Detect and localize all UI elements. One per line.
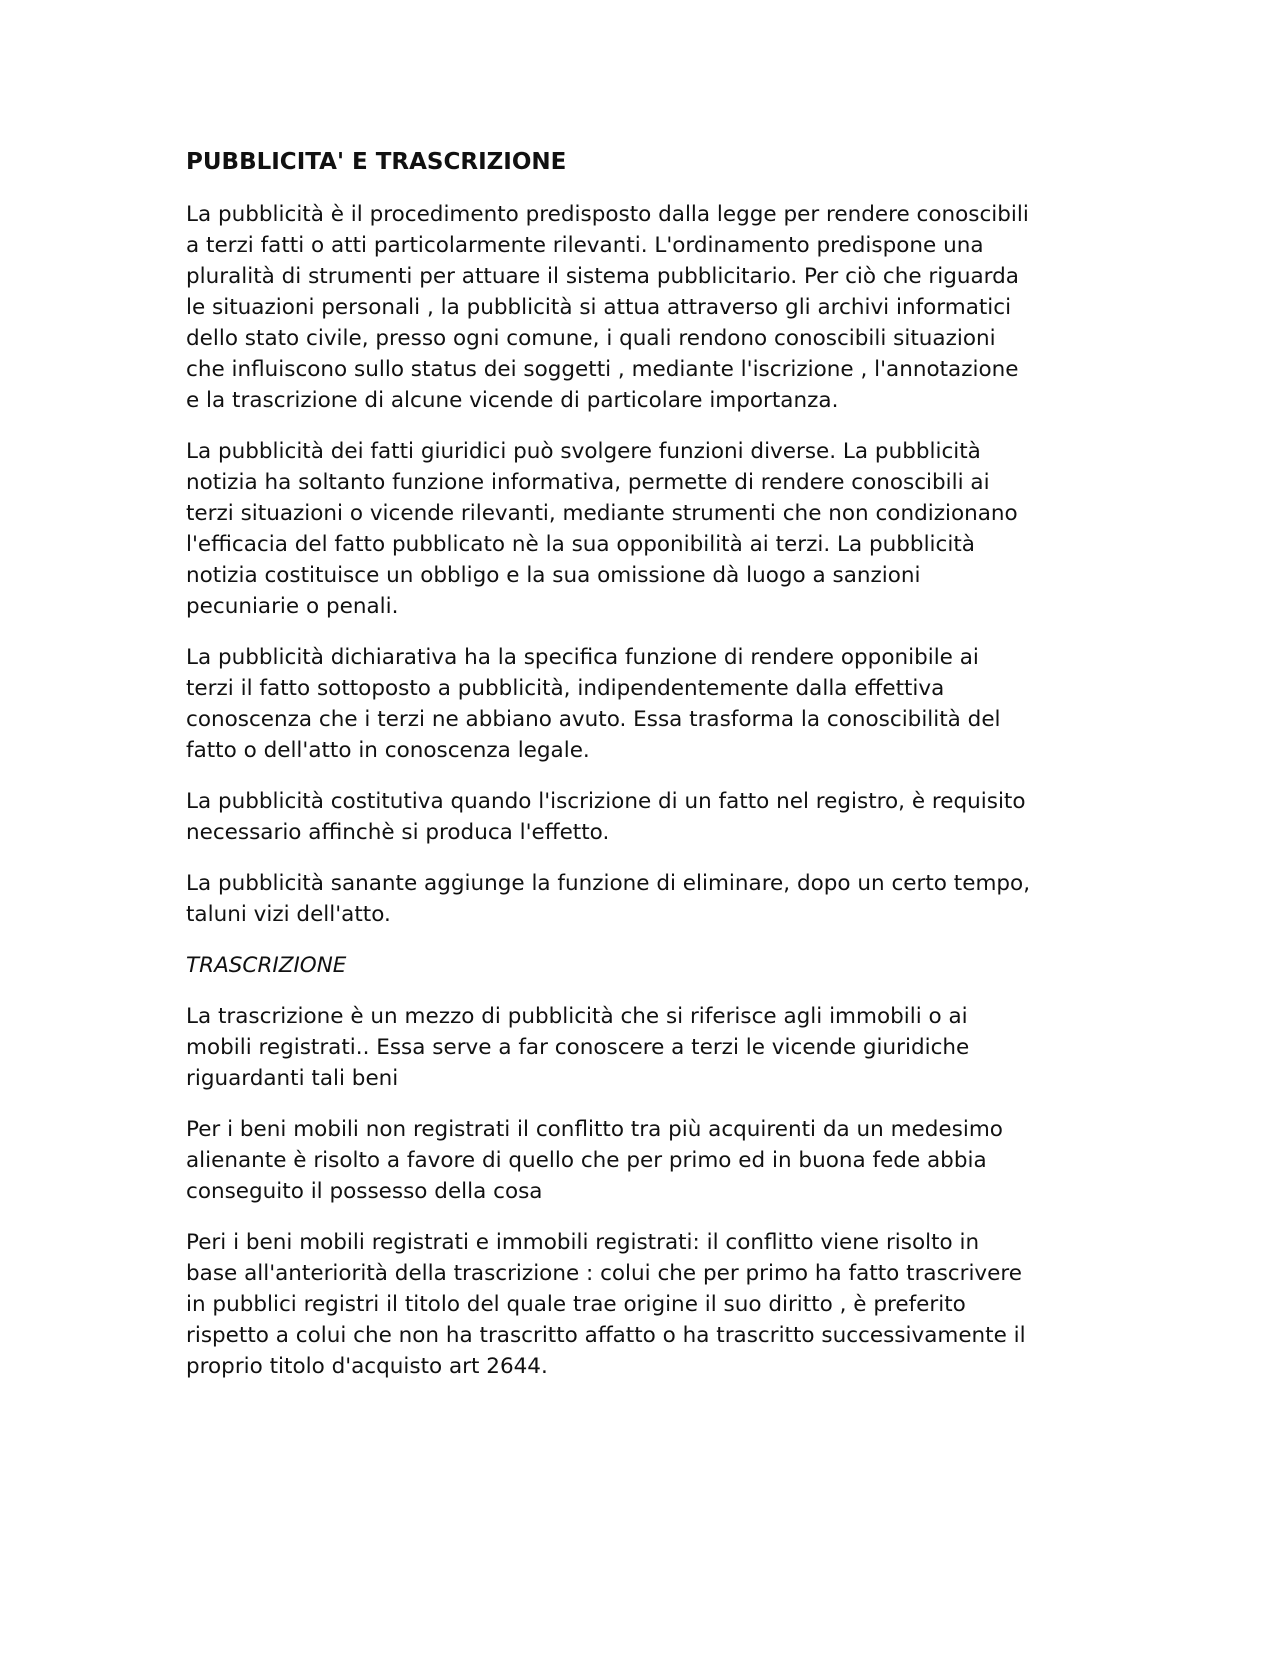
text-line: che influiscono sullo status dei soggetti , mediante l'iscrizione , l'annotazione bbox=[186, 357, 1019, 382]
text-line: Per i beni mobili non registrati il conflitto tra più acquirenti da un medesimo bbox=[186, 1117, 1003, 1142]
paragraph-pubblicita-intro bbox=[186, 199, 1106, 416]
text-line: rispetto a colui che non ha trascritto affatto o ha trascritto successivamente il bbox=[186, 1323, 1026, 1348]
text-line: notizia ha soltanto funzione informativa, permette di rendere conoscibili ai bbox=[186, 470, 990, 495]
paragraph-pubblicita-costitutiva bbox=[186, 786, 1106, 848]
text-line: La pubblicità dei fatti giuridici può svolgere funzioni diverse. La pubblicità bbox=[186, 439, 981, 464]
text-line: necessario affinchè si produca l'effetto. bbox=[186, 820, 610, 845]
text-line: La trascrizione è un mezzo di pubblicità che si riferisce agli immobili o ai bbox=[186, 1004, 968, 1029]
text-line: riguardanti tali beni bbox=[186, 1066, 399, 1091]
section-subtitle: TRASCRIZIONE bbox=[186, 953, 347, 978]
text-line: base all'anteriorità della trascrizione : colui che per primo ha fatto trascrivere bbox=[186, 1261, 1022, 1286]
text-line: pluralità di strumenti per attuare il sistema pubblicitario. Per ciò che riguarda bbox=[186, 264, 1019, 289]
text-line: fatto o dell'atto in conoscenza legale. bbox=[186, 738, 590, 763]
text-line: in pubblici registri il titolo del quale trae origine il suo diritto , è preferito bbox=[186, 1292, 966, 1317]
text-line: notizia costituisce un obbligo e la sua omissione dà luogo a sanzioni bbox=[186, 563, 921, 588]
text-line: mobili registrati.. Essa serve a far conoscere a terzi le vicende giuridiche bbox=[186, 1035, 970, 1060]
text-line: La pubblicità sanante aggiunge la funzione di eliminare, dopo un certo tempo, bbox=[186, 871, 1031, 896]
text-line: terzi il fatto sottoposto a pubblicità, indipendentemente dalla effettiva bbox=[186, 676, 945, 701]
text-line: La pubblicità dichiarativa ha la specifica funzione di rendere opponibile ai bbox=[186, 645, 979, 670]
text-line: La pubblicità è il procedimento predisposto dalla legge per rendere conoscibili bbox=[186, 202, 1029, 227]
text-line: taluni vizi dell'atto. bbox=[186, 902, 391, 927]
paragraph-pubblicita-dichiarativa bbox=[186, 642, 1106, 766]
text-line: La pubblicità costitutiva quando l'iscrizione di un fatto nel registro, è requisito bbox=[186, 789, 1026, 814]
text-line: conseguito il possesso della cosa bbox=[186, 1179, 543, 1204]
text-line: alienante è risolto a favore di quello che per primo ed in buona fede abbia bbox=[186, 1148, 987, 1173]
document-title: PUBBLICITA' E TRASCRIZIONE bbox=[186, 149, 567, 175]
text-line: e la trascrizione di alcune vicende di particolare importanza. bbox=[186, 388, 839, 413]
paragraph-beni-mobili-non-registrati bbox=[186, 1114, 1106, 1207]
paragraph-pubblicita-sanante bbox=[186, 868, 1106, 930]
paragraph-beni-registrati bbox=[186, 1227, 1106, 1382]
paragraph-pubblicita-notizia bbox=[186, 436, 1106, 622]
document-page bbox=[186, 145, 1106, 1402]
paragraph-trascrizione-intro bbox=[186, 1001, 1106, 1094]
text-line: a terzi fatti o atti particolarmente rilevanti. L'ordinamento predispone una bbox=[186, 233, 984, 258]
text-line: pecuniarie o penali. bbox=[186, 594, 399, 619]
text-line: conoscenza che i terzi ne abbiano avuto. Essa trasforma la conoscibilità del bbox=[186, 707, 1001, 732]
text-line: le situazioni personali , la pubblicità si attua attraverso gli archivi informatici bbox=[186, 295, 1012, 320]
text-line: Peri i beni mobili registrati e immobili registrati: il conflitto viene risolto in bbox=[186, 1230, 980, 1255]
text-line: proprio titolo d'acquisto art 2644. bbox=[186, 1354, 548, 1379]
text-line: terzi situazioni o vicende rilevanti, mediante strumenti che non condizionano bbox=[186, 501, 1018, 526]
text-line: dello stato civile, presso ogni comune, i quali rendono conoscibili situazioni bbox=[186, 326, 996, 351]
text-line: l'efficacia del fatto pubblicato nè la sua opponibilità ai terzi. La pubblicità bbox=[186, 532, 975, 557]
